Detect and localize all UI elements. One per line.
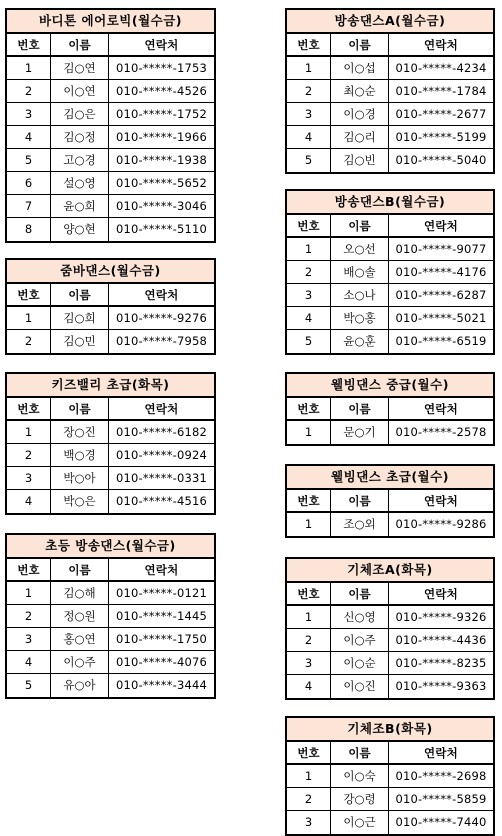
header-row	[287, 490, 493, 513]
header-phone: 연락처	[424, 219, 458, 233]
member-name: 이○숙	[331, 765, 389, 787]
row-number: 4	[287, 675, 331, 698]
member-name: 김○은	[51, 103, 109, 125]
header-number: 번호	[7, 34, 51, 55]
row-number: 1	[287, 421, 331, 444]
member-name: 양○현	[51, 218, 109, 241]
table-row	[287, 629, 493, 652]
class-table	[5, 372, 216, 515]
class-table	[285, 557, 495, 700]
header-number: 번호	[287, 34, 331, 55]
class-table	[5, 258, 216, 355]
member-name: 이○진	[331, 675, 389, 698]
member-phone: 010-*****-0924	[115, 448, 208, 462]
member-phone: 010-*****-6182	[115, 425, 208, 439]
row-number: 1	[287, 513, 331, 536]
header-name: 이름	[331, 583, 389, 604]
member-phone: 010-*****-4436	[395, 633, 487, 647]
table-row	[287, 80, 493, 103]
table-row	[287, 238, 493, 261]
member-phone: 010-*****-6287	[395, 288, 487, 302]
row-number: 2	[287, 629, 331, 651]
member-name: 김○희	[51, 307, 109, 329]
class-title: 기체조A(화목)	[287, 559, 493, 583]
member-name: 이○경	[331, 103, 389, 125]
row-number: 2	[287, 80, 331, 102]
class-title: 웰빙댄스 중급(월수)	[287, 374, 493, 398]
header-phone: 연락처	[424, 402, 458, 416]
table-row	[7, 628, 214, 651]
row-number: 1	[7, 307, 51, 329]
row-number: 2	[7, 444, 51, 466]
member-phone: 010-*****-1753	[115, 61, 208, 75]
member-name: 김○민	[51, 330, 109, 353]
class-title: 바디톤 에어로빅(월수금)	[7, 10, 214, 34]
member-name: 윤○훈	[331, 330, 389, 353]
header-row	[7, 284, 214, 307]
class-title: 웰빙댄스 초급(월수)	[287, 466, 493, 490]
header-row	[287, 34, 493, 57]
header-row	[7, 398, 214, 421]
class-table	[285, 8, 495, 174]
header-row	[287, 398, 493, 421]
member-phone: 010-*****-9276	[115, 311, 208, 325]
member-name: 박○아	[51, 467, 109, 489]
table-row	[287, 788, 493, 811]
row-number: 5	[7, 149, 51, 171]
table-row	[7, 218, 214, 241]
row-number: 4	[287, 126, 331, 148]
table-row	[7, 421, 214, 444]
row-number: 4	[7, 651, 51, 673]
member-phone: 010-*****-9326	[395, 610, 487, 624]
header-name: 이름	[331, 34, 389, 55]
member-phone: 010-*****-7958	[115, 334, 208, 348]
table-row	[7, 307, 214, 330]
member-phone: 010-*****-4176	[395, 265, 487, 279]
member-phone: 010-*****-5021	[395, 311, 487, 325]
header-row	[287, 583, 493, 606]
header-phone: 연락처	[144, 402, 179, 416]
class-table	[285, 464, 495, 538]
table-row	[7, 80, 214, 103]
row-number: 1	[7, 421, 51, 443]
member-phone: 010-*****-2677	[395, 107, 487, 121]
class-title: 방송댄스B(월수금)	[287, 191, 493, 215]
member-name: 이○순	[331, 652, 389, 674]
member-phone: 010-*****-5110	[115, 222, 208, 236]
member-name: 박○홍	[331, 307, 389, 329]
row-number: 3	[287, 103, 331, 125]
row-number: 3	[287, 284, 331, 306]
row-number: 3	[7, 467, 51, 489]
class-table	[5, 8, 216, 243]
member-phone: 010-*****-9363	[395, 679, 487, 693]
member-name: 조○외	[331, 513, 389, 536]
class-table	[285, 716, 495, 836]
member-name: 이○주	[51, 651, 109, 673]
table-row	[7, 172, 214, 195]
member-phone: 010-*****-9077	[395, 242, 487, 256]
table-row	[7, 582, 214, 605]
member-phone: 010-*****-9286	[395, 517, 487, 531]
member-phone: 010-*****-1445	[115, 609, 208, 623]
header-number: 번호	[287, 490, 331, 511]
table-row	[287, 261, 493, 284]
table-row	[287, 330, 493, 353]
row-number: 1	[287, 57, 331, 79]
row-number: 8	[7, 218, 51, 241]
table-row	[287, 284, 493, 307]
member-name: 최○순	[331, 80, 389, 102]
member-name: 김○해	[51, 582, 109, 604]
member-name: 설○영	[51, 172, 109, 194]
member-phone: 010-*****-5652	[115, 176, 208, 190]
table-row	[287, 57, 493, 80]
member-phone: 010-*****-8235	[395, 656, 487, 670]
table-row	[7, 467, 214, 490]
header-row	[287, 215, 493, 238]
member-name: 이○근	[331, 811, 389, 834]
row-number: 4	[287, 307, 331, 329]
table-row	[287, 103, 493, 126]
member-phone: 010-*****-5859	[395, 792, 487, 806]
member-name: 이○주	[331, 629, 389, 651]
member-name: 박○은	[51, 490, 109, 513]
row-number: 1	[287, 606, 331, 628]
class-title: 방송댄스A(월수금)	[287, 10, 493, 34]
table-row	[287, 307, 493, 330]
class-table	[285, 372, 495, 446]
member-name: 김○정	[51, 126, 109, 148]
table-row	[7, 490, 214, 513]
header-phone: 연락처	[424, 587, 458, 601]
row-number: 1	[7, 57, 51, 79]
table-row	[287, 513, 493, 536]
table-row	[7, 330, 214, 353]
table-row	[287, 421, 493, 444]
row-number: 2	[7, 330, 51, 353]
member-name: 소○나	[331, 284, 389, 306]
table-row	[7, 651, 214, 674]
member-phone: 010-*****-4516	[115, 494, 208, 508]
class-table	[285, 189, 495, 355]
member-phone: 010-*****-3046	[115, 199, 208, 213]
table-row	[7, 149, 214, 172]
row-number: 5	[287, 149, 331, 172]
table-row	[7, 126, 214, 149]
header-name: 이름	[331, 398, 389, 419]
member-phone: 010-*****-4076	[115, 655, 208, 669]
header-number: 번호	[7, 559, 51, 580]
row-number: 1	[7, 582, 51, 604]
row-number: 4	[7, 126, 51, 148]
member-phone: 010-*****-4234	[395, 61, 487, 75]
header-name: 이름	[331, 490, 389, 511]
member-phone: 010-*****-7440	[395, 815, 487, 829]
member-phone: 010-*****-3444	[115, 678, 208, 692]
member-phone: 010-*****-1784	[395, 84, 487, 98]
header-name: 이름	[51, 398, 109, 419]
header-phone: 연락처	[424, 746, 458, 760]
member-name: 오○선	[331, 238, 389, 260]
header-number: 번호	[287, 215, 331, 236]
member-phone: 010-*****-0121	[115, 586, 208, 600]
header-number: 번호	[287, 398, 331, 419]
class-table	[5, 533, 216, 699]
header-phone: 연락처	[144, 288, 179, 302]
header-name: 이름	[51, 34, 109, 55]
row-number: 7	[7, 195, 51, 217]
member-phone: 010-*****-2578	[395, 425, 487, 439]
table-row	[287, 652, 493, 675]
header-phone: 연락처	[144, 38, 179, 52]
header-name: 이름	[331, 742, 389, 763]
table-row	[7, 605, 214, 628]
member-name: 김○리	[331, 126, 389, 148]
header-name: 이름	[51, 284, 109, 305]
header-phone: 연락처	[424, 38, 458, 52]
member-phone: 010-*****-1938	[115, 153, 208, 167]
member-name: 배○솔	[331, 261, 389, 283]
table-row	[7, 444, 214, 467]
table-row	[287, 811, 493, 834]
member-name: 강○령	[331, 788, 389, 810]
row-number: 3	[7, 628, 51, 650]
member-phone: 010-*****-1750	[115, 632, 208, 646]
row-number: 2	[287, 261, 331, 283]
header-name: 이름	[51, 559, 109, 580]
member-name: 김○연	[51, 57, 109, 79]
table-row	[287, 149, 493, 172]
member-name: 고○경	[51, 149, 109, 171]
header-row	[287, 742, 493, 765]
table-row	[287, 606, 493, 629]
header-number: 번호	[287, 583, 331, 604]
member-name: 정○원	[51, 605, 109, 627]
table-row	[287, 675, 493, 698]
header-name: 이름	[331, 215, 389, 236]
table-row	[287, 765, 493, 788]
member-phone: 010-*****-5040	[395, 153, 487, 167]
row-number: 3	[287, 652, 331, 674]
member-name: 문○기	[331, 421, 389, 444]
header-number: 번호	[7, 398, 51, 419]
class-title: 초등 방송댄스(월수금)	[7, 535, 214, 559]
header-number: 번호	[7, 284, 51, 305]
row-number: 1	[287, 238, 331, 260]
row-number: 2	[7, 605, 51, 627]
class-title: 기체조B(화목)	[287, 718, 493, 742]
member-name: 백○경	[51, 444, 109, 466]
row-number: 4	[7, 490, 51, 513]
member-name: 윤○희	[51, 195, 109, 217]
header-number: 번호	[287, 742, 331, 763]
member-name: 이○섭	[331, 57, 389, 79]
header-phone: 연락처	[144, 563, 179, 577]
member-name: 신○영	[331, 606, 389, 628]
table-row	[7, 103, 214, 126]
member-name: 김○빈	[331, 149, 389, 172]
member-phone: 010-*****-6519	[395, 334, 487, 348]
table-row	[7, 57, 214, 80]
table-row	[287, 126, 493, 149]
row-number: 2	[7, 80, 51, 102]
table-row	[7, 674, 214, 697]
member-phone: 010-*****-1752	[115, 107, 208, 121]
row-number: 3	[7, 103, 51, 125]
member-phone: 010-*****-4526	[115, 84, 208, 98]
member-name: 유○아	[51, 674, 109, 697]
header-row	[7, 34, 214, 57]
row-number: 6	[7, 172, 51, 194]
member-name: 이○연	[51, 80, 109, 102]
table-row	[7, 195, 214, 218]
row-number: 2	[287, 788, 331, 810]
class-title: 키즈밸리 초급(화목)	[7, 374, 214, 398]
header-row	[7, 559, 214, 582]
row-number: 3	[287, 811, 331, 834]
row-number: 5	[7, 674, 51, 697]
member-name: 홍○연	[51, 628, 109, 650]
class-title: 줌바댄스(월수금)	[7, 260, 214, 284]
member-phone: 010-*****-1966	[115, 130, 208, 144]
member-phone: 010-*****-2698	[395, 769, 487, 783]
member-phone: 010-*****-5199	[395, 130, 487, 144]
member-name: 장○진	[51, 421, 109, 443]
header-phone: 연락처	[424, 494, 458, 508]
row-number: 5	[287, 330, 331, 353]
member-phone: 010-*****-0331	[115, 471, 208, 485]
row-number: 1	[287, 765, 331, 787]
